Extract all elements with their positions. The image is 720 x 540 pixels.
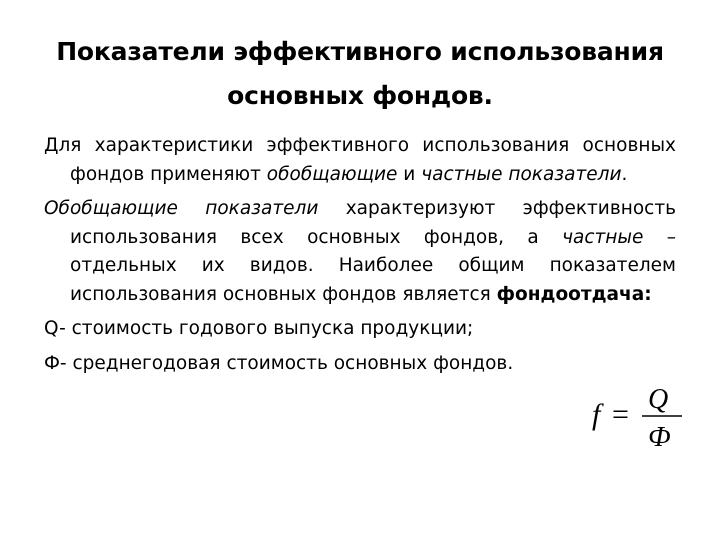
p2-text-d: – отдельных их видов. Наиболее общим показателем использования основных фондов является	[70, 226, 676, 305]
p1-text-a: Для характеристики эффективного использования основных фондов применяют	[44, 135, 676, 185]
paragraph-indicators-intro	[44, 132, 676, 189]
slide-body	[44, 132, 676, 384]
p2-capital-productivity-term: фондоотдача:	[496, 283, 652, 305]
p1-text-c: и	[397, 163, 422, 185]
paragraph-f-definition	[44, 350, 676, 379]
p1-partial-indicators-term: частные показатели	[421, 163, 622, 185]
paragraph-generalizing-indicators	[44, 195, 676, 309]
p2-generalizing-indicators-term: Обобщающие показатели	[44, 198, 319, 219]
slide-title	[40, 30, 680, 118]
formula-equals: =	[612, 398, 629, 431]
p1-generalizing-term: обобщающие	[266, 163, 398, 185]
f-definition-text: Ф- среднегодовая стоимость основных фондов.	[44, 352, 514, 374]
formula-lhs: f	[592, 398, 601, 431]
q-definition-text: Q- стоимость годового выпуска продукции;	[44, 318, 474, 339]
title-line-1: Показатели эффективного использования	[56, 37, 664, 66]
formula-denominator: Ф	[648, 422, 671, 453]
formula-numerator: Q	[648, 384, 669, 415]
p1-text-e: .	[621, 163, 628, 185]
p2-partial-term: частные	[562, 226, 644, 248]
paragraph-q-definition	[44, 315, 676, 344]
capital-productivity-formula	[590, 374, 690, 474]
p2-text-b: характеризуют эффективность использования всех основных фондов, а	[70, 198, 676, 248]
title-line-2: основных фондов.	[227, 81, 493, 110]
